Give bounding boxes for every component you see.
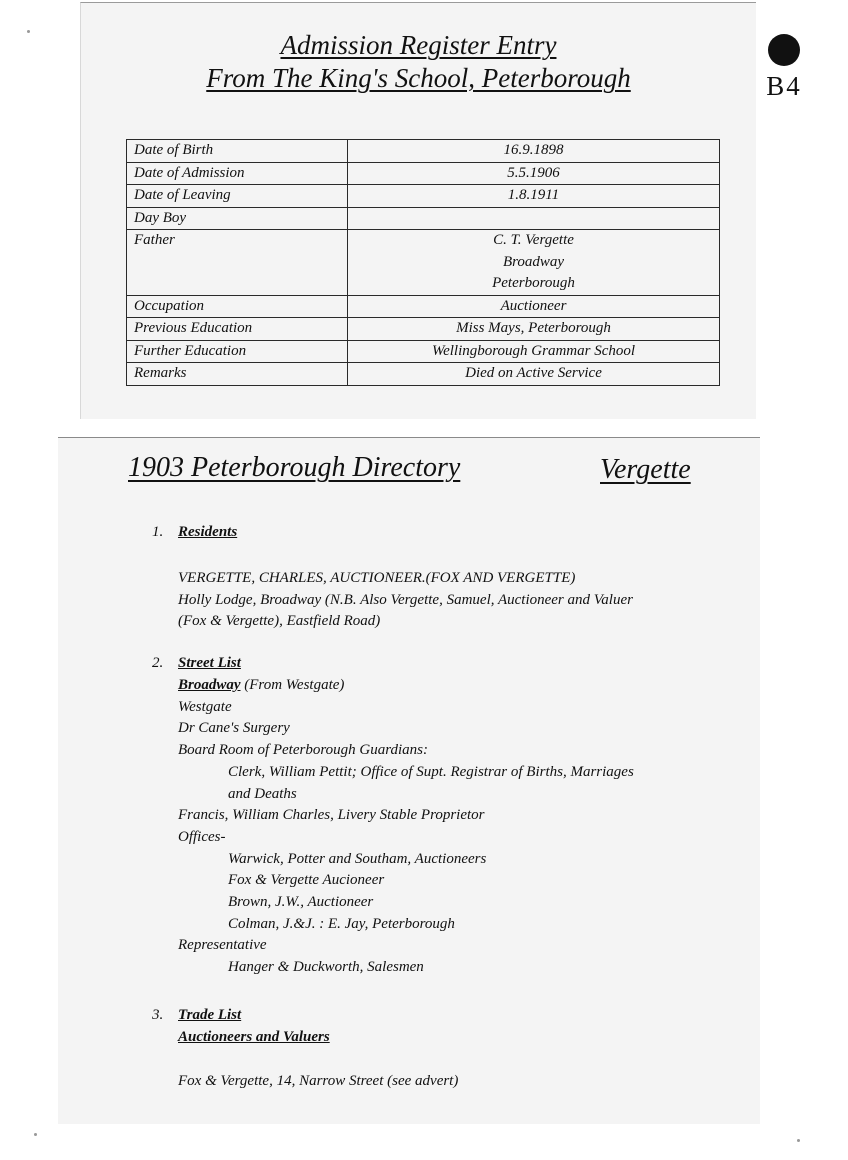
text-line: VERGETTE, CHARLES, AUCTIONEER.(FOX AND VERGETTE) (178, 570, 576, 586)
text-line: (Fox & Vergette), Eastfield Road) (178, 613, 381, 630)
scan-speck (797, 1139, 800, 1142)
section-residents-heading (152, 522, 237, 544)
row-value: Died on Active Service (348, 363, 720, 386)
section-number: 3. (152, 1007, 164, 1023)
section-trade-list-heading (152, 1005, 241, 1027)
text-line: Offices- (178, 828, 226, 845)
table-row (127, 295, 720, 318)
table-row (127, 162, 720, 185)
admission-title-line-2: From The King's School, Peterborough (206, 63, 631, 93)
section-heading: Trade List (178, 1007, 242, 1023)
text-line: and Deaths (228, 785, 297, 802)
row-label: Date of Admission (127, 162, 348, 185)
row-label: Date of Leaving (127, 185, 348, 208)
father-name: C. T. Vergette (493, 232, 574, 248)
section-street-list-heading (152, 653, 241, 675)
admission-title-line-1: Admission Register Entry (280, 30, 557, 60)
row-value: 1.8.1911 (348, 185, 720, 208)
father-town: Peterborough (492, 275, 575, 291)
section-trade-list-body (178, 1027, 458, 1092)
directory-surname: Vergette (600, 454, 691, 485)
section-heading: Street List (178, 655, 241, 671)
row-value: 16.9.1898 (348, 140, 720, 163)
row-value: Wellingborough Grammar School (348, 340, 720, 363)
scan-speck (34, 1133, 37, 1136)
section-residents-body (178, 568, 633, 633)
table-row (127, 185, 720, 208)
row-label: Father (127, 230, 348, 296)
table-row (127, 207, 720, 230)
admission-register-table (126, 139, 720, 386)
section-heading: Residents (178, 524, 238, 540)
text-line: Fox & Vergette, 14, Narrow Street (see advert) (178, 1072, 459, 1089)
text-line: Holly Lodge, Broadway (N.B. Also Vergette, Samuel, Auctioneer and Valuer (178, 591, 633, 608)
admission-title (81, 29, 756, 95)
section-number: 1. (152, 524, 164, 540)
table-row (127, 230, 720, 296)
page-marker (762, 30, 806, 100)
street-subheading (178, 675, 634, 697)
section-number: 2. (152, 655, 164, 671)
table-row (127, 340, 720, 363)
row-value: Auctioneer (348, 295, 720, 318)
filled-circle-icon (768, 34, 800, 66)
table-row (127, 140, 720, 163)
text-line: Fox & Vergette Aucioneer (228, 872, 385, 889)
text-line: Warwick, Potter and Southam, Auctioneers (228, 850, 487, 867)
scan-speck (27, 30, 30, 33)
page-code: B4 (766, 71, 802, 101)
section-street-list-body (178, 675, 634, 979)
row-label: Day Boy (127, 207, 348, 230)
text-line: Clerk, William Pettit; Office of Supt. Registrar of Births, Marriages (228, 763, 634, 780)
table-row (127, 318, 720, 341)
text-line: Dr Cane's Surgery (178, 720, 290, 737)
street-note: (From Westgate) (240, 677, 345, 693)
street-name: Broadway (178, 677, 241, 693)
row-label: Remarks (127, 363, 348, 386)
text-line: Representative (178, 937, 267, 954)
directory-card (58, 437, 760, 1124)
row-label: Occupation (127, 295, 348, 318)
father-street: Broadway (502, 253, 565, 270)
row-value-father (348, 230, 720, 296)
text-line: Board Room of Peterborough Guardians: (178, 742, 428, 759)
row-label: Further Education (127, 340, 348, 363)
row-value: Miss Mays, Peterborough (348, 318, 720, 341)
admission-register-card (80, 2, 756, 419)
text-line: Colman, J.&J. : E. Jay, Peterborough (228, 915, 455, 932)
text-line: Hanger & Duckworth, Salesmen (228, 959, 424, 976)
row-value (348, 207, 720, 230)
directory-title: 1903 Peterborough Directory (128, 452, 461, 483)
table-row (127, 363, 720, 386)
row-label: Date of Birth (127, 140, 348, 163)
row-value: 5.5.1906 (348, 162, 720, 185)
trade-subheading: Auctioneers and Valuers (178, 1029, 330, 1045)
text-line: Francis, William Charles, Livery Stable Proprietor (178, 807, 485, 824)
text-line: Westgate (178, 698, 232, 715)
row-label: Previous Education (127, 318, 348, 341)
text-line: Brown, J.W., Auctioneer (228, 894, 374, 911)
